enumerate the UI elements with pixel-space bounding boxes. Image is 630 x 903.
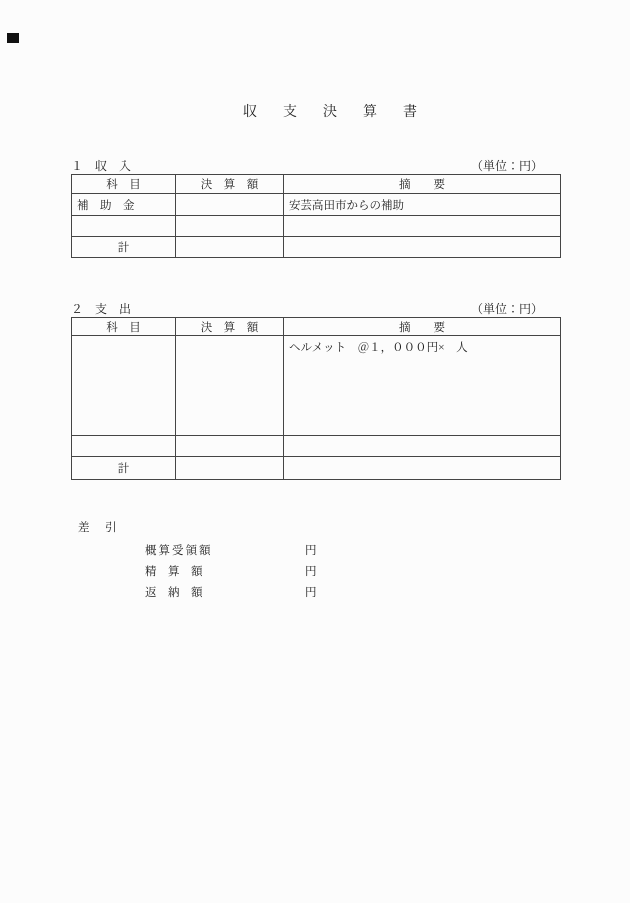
income-total-amount xyxy=(176,237,284,258)
page-title: 収 支 決 算 書 xyxy=(243,105,423,120)
income-total-label: 計 xyxy=(72,237,176,258)
income-row2-amount xyxy=(176,216,284,237)
balance-line3-label: 返 納 額 xyxy=(145,587,203,599)
expense-table xyxy=(71,317,561,480)
income-row1-item: 補 助 金 xyxy=(72,194,176,216)
list-item xyxy=(145,562,317,583)
table-row xyxy=(72,436,561,457)
balance-section xyxy=(71,519,317,604)
income-row1-remark: 安芸高田市からの補助 xyxy=(284,194,561,216)
table-row xyxy=(72,216,561,237)
income-col-header-item: 科 目 xyxy=(72,175,176,194)
income-total-row xyxy=(72,237,561,258)
expense-section xyxy=(71,298,560,480)
balance-line2-label: 精 算 額 xyxy=(145,566,203,578)
income-row2-item xyxy=(72,216,176,237)
expense-row2-item xyxy=(72,436,176,457)
expense-col-header-item: 科 目 xyxy=(72,318,176,336)
income-section-label: １ 収 入 xyxy=(71,159,132,173)
balance-line2-unit: 円 xyxy=(305,566,317,578)
income-section-header xyxy=(71,155,560,174)
income-row2-remark xyxy=(284,216,561,237)
income-col-header-amount: 決 算 額 xyxy=(176,175,284,194)
list-item xyxy=(145,583,317,604)
list-item xyxy=(145,541,317,562)
expense-header-row xyxy=(72,318,561,336)
income-header-row xyxy=(72,175,561,194)
expense-total-amount xyxy=(176,457,284,480)
income-row1-amount xyxy=(176,194,284,216)
expense-col-header-remark: 摘 要 xyxy=(284,318,561,336)
income-total-remark xyxy=(284,237,561,258)
income-section xyxy=(71,155,560,258)
balance-label: 差 引 xyxy=(78,522,119,534)
table-row xyxy=(72,194,561,216)
expense-row1-remark: ヘルメット ＠１，０００円× 人 xyxy=(284,336,561,436)
expense-row1-item xyxy=(72,336,176,436)
expense-total-row xyxy=(72,457,561,480)
income-unit-note: （単位：円） xyxy=(470,159,543,173)
expense-section-label: ２ 支 出 xyxy=(71,302,132,316)
expense-row2-remark xyxy=(284,436,561,457)
income-col-header-remark: 摘 要 xyxy=(284,175,561,194)
income-table xyxy=(71,174,561,258)
expense-total-remark xyxy=(284,457,561,480)
balance-line3-unit: 円 xyxy=(305,587,317,599)
scan-corner-mark xyxy=(7,33,19,43)
expense-col-header-amount: 決 算 額 xyxy=(176,318,284,336)
expense-unit-note: （単位：円） xyxy=(470,302,543,316)
table-row xyxy=(72,336,561,436)
expense-row2-amount xyxy=(176,436,284,457)
balance-line1-label: 概算受領額 xyxy=(145,545,213,557)
balance-line1-unit: 円 xyxy=(305,545,317,557)
expense-total-label: 計 xyxy=(72,457,176,480)
expense-section-header xyxy=(71,298,560,317)
expense-row1-amount xyxy=(176,336,284,436)
